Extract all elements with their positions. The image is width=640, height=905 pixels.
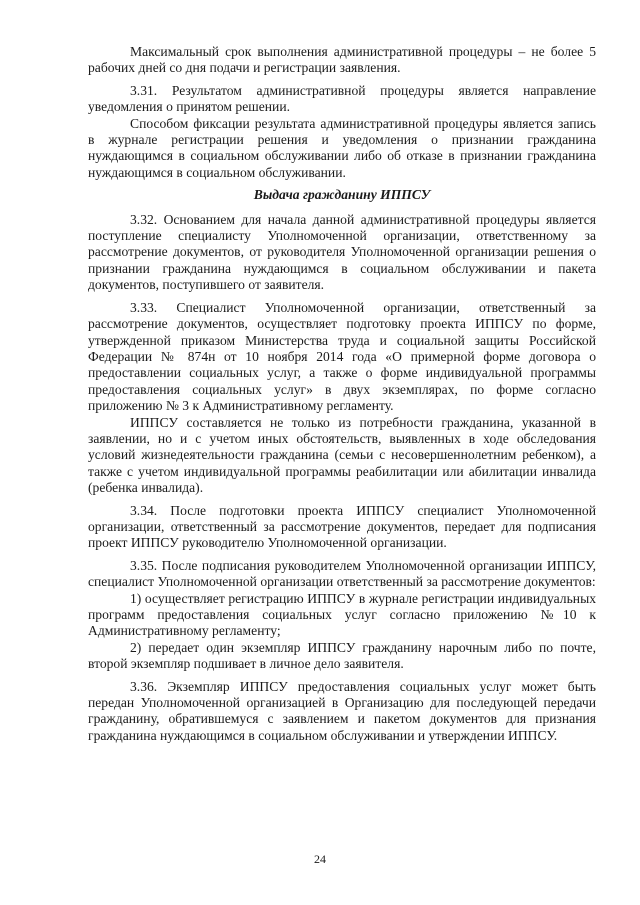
paragraph-3-32: 3.32. Основанием для начала данной административной процедуры является поступление специалисту Уполномоченной организации, ответственному за рассмотрение документов, от руководителя Уполномоченной организации решения о признании гражданина нуждающимся в социальном обслуживании и пакета документов, поступившего от заявителя. — [88, 211, 596, 293]
page-number: 24 — [314, 852, 326, 866]
paragraph-fixation-method: Способом фиксации результата административной процедуры является запись в журнале регистрации решения и уведомления о признании гражданина нуждающимся в социальном обслуживании либо об отказе в признании гражданина нуждающимся в социальном обслуживании. — [88, 115, 596, 180]
paragraph-3-31: 3.31. Результатом административной процедуры является направление уведомления о принятом решении. — [88, 82, 596, 115]
list-item-1: 1) осуществляет регистрацию ИППСУ в журнале регистрации индивидуальных программ предоставления социальных услуг согласно приложению №10 к Административному регламенту; — [88, 590, 596, 639]
list-item-2: 2) передает один экземпляр ИППСУ гражданину нарочным либо по почте, второй экземпляр подшивает в личное дело заявителя. — [88, 639, 596, 672]
paragraph-3-35: 3.35. После подписания руководителем Уполномоченной организации ИППСУ, специалист Уполномоченной организации ответственный за рассмотрение документов: — [88, 557, 596, 590]
section-heading: Выдача гражданину ИППСУ — [253, 187, 431, 203]
document-page — [88, 44, 596, 744]
paragraph-3-34: 3.34. После подготовки проекта ИППСУ специалист Уполномоченной организации, ответственный за рассмотрение документов, передает для подписания проект ИППСУ руководителю Уполномоченной организации. — [88, 502, 596, 551]
paragraph-3-33: 3.33. Специалист Уполномоченной организации, ответственный за рассмотрение документов, осуществляет подготовку проекта ИППСУ по форме, утвержденной приказом Министерства труда и социальной защиты Российской Федерации № 874н от 10 ноября 2014 года «О примерной форме договора о предоставлении социальных услуг, а также о форме индивидуальной программы предоставления социальных услуг» в двух экземплярах, по форме согласно приложению № 3 к Административному регламенту. — [88, 299, 596, 414]
paragraph-3-36: 3.36. Экземпляр ИППСУ предоставления социальных услуг может быть передан Уполномоченной организацией в Организацию для последующей передачи гражданину, обратившемуся с заявлением и пакетом документов для признания гражданина нуждающимся в социальном обслуживании и утверждении ИППСУ. — [88, 678, 596, 743]
paragraph-ippsu-composition: ИППСУ составляется не только из потребности гражданина, указанной в заявлении, но и с учетом иных обстоятельств, выявленных в ходе обследования условий жизнедеятельности гражданина (семьи с несовершеннолетним ребенком), а также с учетом индивидуальной программы реабилитации или абилитации инвалида (ребенка инвалида). — [88, 414, 596, 496]
paragraph-max-term: Максимальный срок выполнения административной процедуры – не более 5 рабочих дней со дня подачи и регистрации заявления. — [88, 44, 596, 76]
